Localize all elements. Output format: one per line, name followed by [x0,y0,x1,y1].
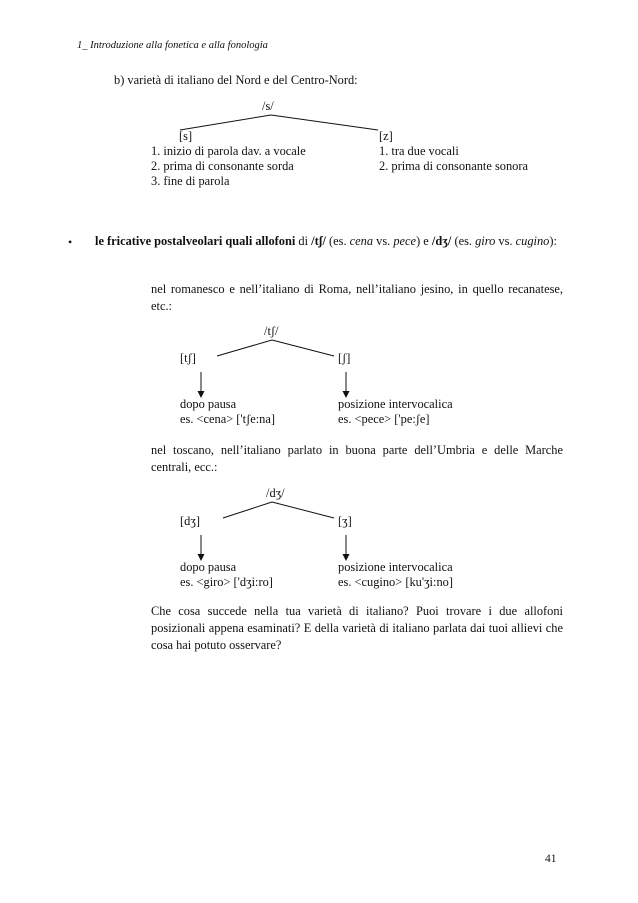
branch-dzh-left [223,502,272,518]
tsh-context: dopo pausa [180,397,237,411]
allophone-zh: [ʒ] [338,514,352,528]
zh-context: posizione intervocalica [338,560,453,574]
allophone-dzh: [dʒ] [180,514,200,528]
sh-example: es. <pece> ['pe:ʃe] [338,412,430,426]
page-number: 41 [545,853,557,865]
sh-context: posizione intervocalica [338,397,453,411]
z-context-1: 1. tra due vocali [379,144,459,158]
dzh-example: es. <giro> ['dʒi:ro] [180,575,273,589]
toscano-paragraph: nel toscano, nell’italiano parlato in buona parte dell’Umbria e delle Marche centrali, ecc.: [151,443,563,474]
s-context-2: 2. prima di consonante sorda [151,159,294,173]
branch-dzh-right [272,502,334,518]
z-context-2: 2. prima di consonante sonora [379,159,528,173]
phoneme-tsh-root: /tʃ/ [264,324,279,338]
roma-paragraph: nel romanesco e nell’italiano di Roma, nell’italiano jesino, in quello recanatese, etc.: [151,282,563,313]
tsh-example: es. <cena> ['tʃe:na] [180,412,275,426]
branch-s-left [180,115,271,130]
section-b-heading: b) varietà di italiano del Nord e del Centro-Nord: [114,73,358,87]
phoneme-dzh-root: /dʒ/ [266,486,285,500]
bullet-bold-1: le fricative postalveolari quali allofoni [95,234,296,248]
reflection-question: Che cosa succede nella tua varietà di italiano? Puoi trovare i due allofoni posizionali appena esaminati? E della varietà di italiano parlata dai tuoi allievi che cosa hai potuto osservare? [151,604,563,652]
s-context-1: 1. inizio di parola dav. a vocale [151,144,306,158]
branch-tsh-left [217,340,272,356]
allophone-sh: [ʃ] [338,351,351,365]
branch-s-right [271,115,378,130]
bullet-symbol: • [68,235,73,249]
s-context-3: 3. fine di parola [151,174,230,188]
allophone-tsh: [tʃ] [180,351,196,365]
phoneme-s-root: /s/ [262,99,274,113]
bullet-paragraph: le fricative postalveolari quali allofoni di /tʃ/ (es. cena vs. pece) e /dʒ/ (es. giro vs. cugino): [95,234,557,248]
dzh-context: dopo pausa [180,560,237,574]
allophone-z: [z] [379,129,393,143]
zh-example: es. <cugino> [ku'ʒi:no] [338,575,453,589]
branch-tsh-right [272,340,334,356]
bullet-phoneme-tsh: /tʃ/ [311,234,326,248]
bullet-phoneme-dzh: /dʒ/ [431,234,452,248]
allophone-s: [s] [179,129,193,143]
running-header: 1_ Introduzione alla fonetica e alla fonologia [77,40,268,51]
